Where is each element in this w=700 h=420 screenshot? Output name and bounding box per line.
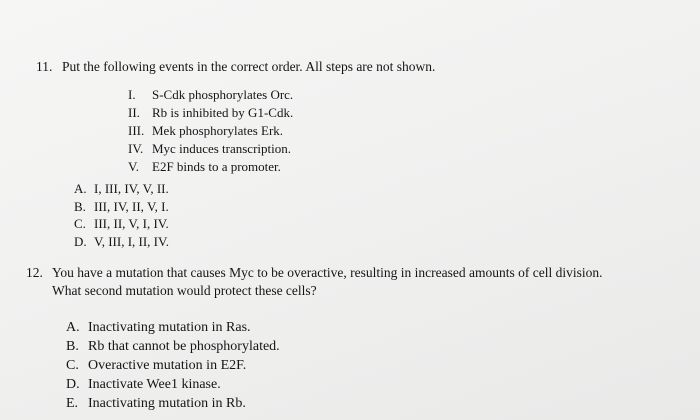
event-text: S-Cdk phosphorylates Orc. bbox=[152, 87, 294, 102]
answer-choice bbox=[66, 394, 280, 413]
choice-letter: D. bbox=[66, 377, 80, 392]
question-11-prompt bbox=[36, 58, 435, 76]
choice-text: III, IV, II, V, I. bbox=[94, 198, 169, 214]
choice-letter: C. bbox=[74, 216, 86, 231]
event-item bbox=[128, 104, 293, 122]
choice-text: Inactivating mutation in Ras. bbox=[88, 320, 251, 335]
event-roman: V. bbox=[128, 159, 139, 174]
choice-text: Overactive mutation in E2F. bbox=[88, 358, 247, 373]
event-text: E2F binds to a promoter. bbox=[152, 159, 281, 174]
question-11-events bbox=[128, 86, 293, 176]
event-item bbox=[128, 122, 293, 140]
choice-letter: A. bbox=[66, 320, 80, 335]
choice-letter: C. bbox=[66, 358, 79, 373]
question-12-choices bbox=[66, 318, 280, 413]
answer-choice bbox=[66, 337, 280, 356]
choice-letter: D. bbox=[74, 233, 87, 249]
event-roman: III. bbox=[128, 123, 145, 138]
answer-choice bbox=[74, 233, 169, 251]
question-12-prompt-line-2 bbox=[26, 282, 603, 300]
answer-choice bbox=[74, 180, 169, 198]
question-12-text-line-1: You have a mutation that causes Myc to be overactive, resulting in increased amounts of cell division. bbox=[52, 265, 603, 280]
answer-choice bbox=[74, 198, 169, 216]
event-roman: IV. bbox=[128, 141, 144, 156]
answer-choice bbox=[74, 215, 169, 233]
answer-choice bbox=[66, 318, 280, 337]
event-text: Rb is inhibited by G1-Cdk. bbox=[152, 105, 294, 120]
question-11-choices bbox=[74, 180, 169, 250]
choice-text: V, III, I, II, IV. bbox=[94, 233, 169, 249]
event-item bbox=[128, 140, 293, 158]
choice-letter: B. bbox=[74, 198, 86, 214]
choice-text: Rb that cannot be phosphorylated. bbox=[88, 339, 280, 354]
event-text: Mek phosphorylates Erk. bbox=[152, 123, 284, 138]
event-roman: I. bbox=[128, 87, 136, 102]
question-12-text-line-2: What second mutation would protect these cells? bbox=[52, 283, 317, 298]
event-roman: II. bbox=[128, 105, 140, 120]
answer-choice bbox=[66, 375, 280, 394]
event-item bbox=[128, 86, 293, 104]
question-12 bbox=[26, 264, 603, 300]
answer-choice bbox=[66, 356, 280, 375]
event-item bbox=[128, 158, 293, 176]
question-12-prompt-line-1 bbox=[26, 264, 603, 282]
choice-text: Inactivating mutation in Rb. bbox=[88, 396, 246, 411]
choice-text: I, III, IV, V, II. bbox=[94, 181, 169, 196]
choice-text: Inactivate Wee1 kinase. bbox=[88, 377, 221, 392]
event-text: Myc induces transcription. bbox=[152, 141, 291, 156]
choice-letter: B. bbox=[66, 339, 79, 354]
choice-text: III, II, V, I, IV. bbox=[94, 216, 169, 231]
question-11 bbox=[36, 58, 435, 76]
question-12-number: 12. bbox=[26, 265, 43, 280]
choice-letter: A. bbox=[74, 181, 87, 196]
question-11-number: 11. bbox=[36, 59, 53, 74]
choice-letter: E. bbox=[66, 396, 79, 411]
question-11-text: Put the following events in the correct order. All steps are not shown. bbox=[62, 59, 436, 74]
